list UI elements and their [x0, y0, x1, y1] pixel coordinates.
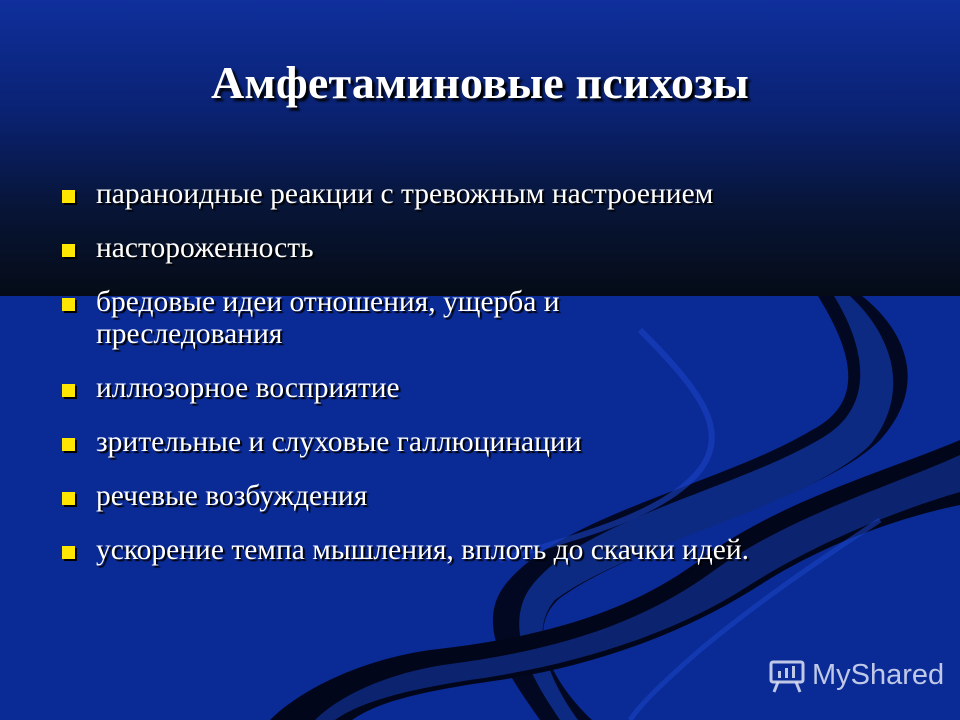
bullet-text: иллюзорное восприятие	[96, 372, 400, 404]
bullet-text: речевые возбуждения	[96, 480, 368, 512]
bullet-list	[62, 178, 922, 588]
square-bullet-icon	[62, 492, 75, 505]
slide-title: Амфетаминовые психозы	[210, 57, 750, 108]
square-bullet-icon	[62, 244, 75, 257]
bullet-text: настороженность	[96, 232, 314, 264]
square-bullet-icon	[62, 438, 75, 451]
bullet-item	[62, 372, 922, 404]
bullet-item	[62, 426, 922, 458]
presentation-board-icon	[768, 656, 806, 694]
square-bullet-icon	[62, 546, 75, 559]
square-bullet-icon	[62, 298, 75, 311]
watermark-text: MyShared	[812, 658, 945, 691]
bullet-item	[62, 232, 922, 264]
bullet-text: параноидные реакции с тревожным настроением	[96, 178, 714, 210]
square-bullet-icon	[62, 384, 75, 397]
watermark-logo[interactable]	[768, 655, 944, 695]
bullet-item	[62, 480, 922, 512]
bullet-item	[62, 286, 922, 350]
bullet-item	[62, 178, 922, 210]
bullet-text: зрительные и слуховые галлюцинации	[96, 426, 582, 458]
bullet-text: бредовые идеи отношения, ущерба и преследования	[96, 286, 560, 350]
bullet-text: ускорение темпа мышления, вплоть до скачки идей.	[96, 534, 750, 566]
square-bullet-icon	[62, 190, 75, 203]
bullet-item	[62, 534, 922, 566]
